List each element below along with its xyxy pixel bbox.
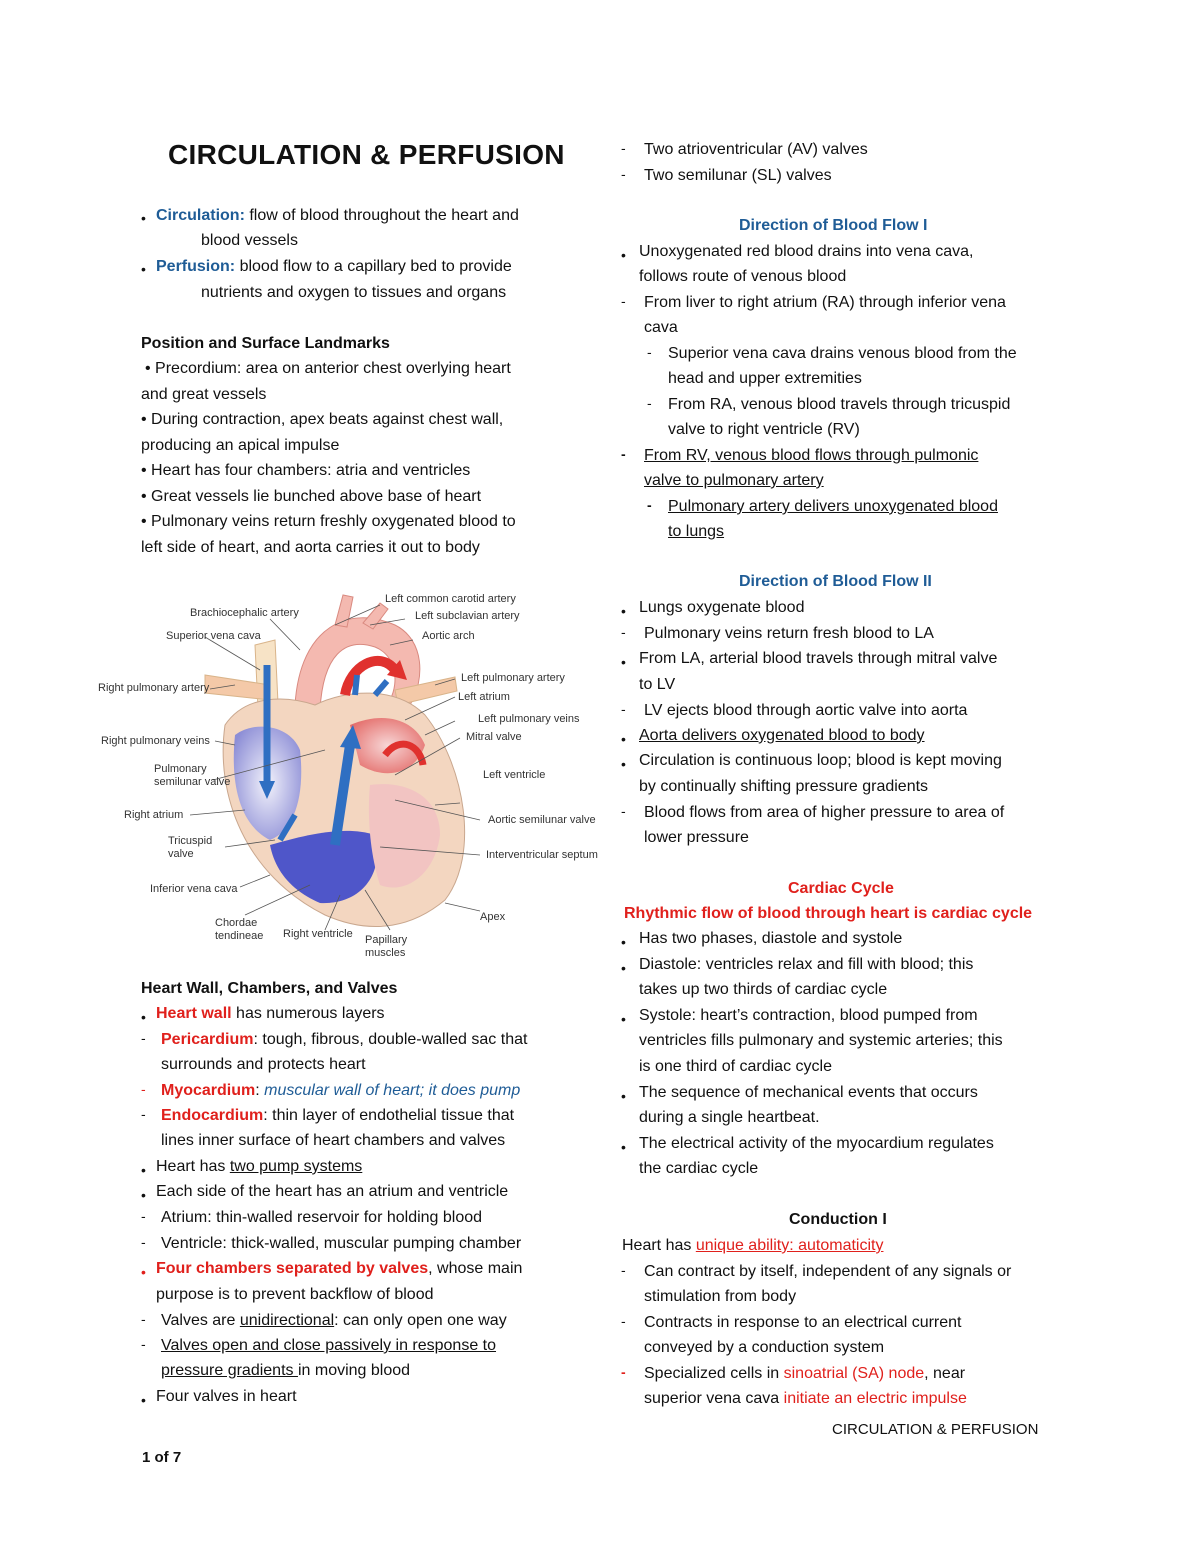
flow-one-line: valve to pulmonary artery: [644, 472, 824, 489]
cardiac-cycle-line: the cardiac cycle: [639, 1160, 759, 1177]
dash-icon: -: [621, 803, 626, 819]
conduction-line: Can contract by itself, independent of any signals or: [644, 1263, 1012, 1280]
dash-icon: -: [621, 624, 626, 640]
cardiac-cycle-line: ventricles fills pulmonary and systemic arteries; this: [639, 1032, 1003, 1049]
dash-icon: -: [141, 1106, 146, 1122]
position-line: and great vessels: [141, 386, 267, 403]
flow-two-line: lower pressure: [644, 829, 749, 846]
diagram-label: Left atrium: [458, 691, 510, 703]
perfusion-definition: Perfusion: blood flow to a capillary bed to provide: [156, 258, 512, 275]
bullet-icon: •: [621, 756, 626, 772]
flow-two-line: From LA, arterial blood travels through mitral valve: [639, 650, 998, 667]
diagram-label: Aortic semilunar valve: [488, 814, 596, 826]
bullet-icon: •: [141, 1392, 146, 1408]
bullet-icon: •: [621, 247, 626, 263]
flow-one-line: cava: [644, 319, 678, 336]
dash-icon: -: [621, 446, 626, 462]
blood-flow-arrow: [355, 675, 357, 695]
diagram-label: muscles: [365, 947, 406, 959]
bullet-icon: •: [141, 1009, 146, 1025]
flow-one-heading: Direction of Blood Flow I: [739, 217, 928, 234]
four-chambers-line: Four chambers separated by valves, whose main: [156, 1260, 523, 1277]
diagram-label: Right atrium: [124, 809, 184, 821]
flow-two-line: Blood flows from area of higher pressure to area of: [644, 804, 1005, 821]
heart-wall-heading: Heart Wall, Chambers, and Valves: [141, 980, 398, 997]
running-header: CIRCULATION & PERFUSION: [832, 1421, 1039, 1438]
flow-two-line: Pulmonary veins return fresh blood to LA: [644, 625, 934, 642]
dash-icon: -: [621, 701, 626, 717]
position-heading: Position and Surface Landmarks: [141, 335, 390, 352]
position-line: • During contraction, apex beats against chest wall,: [141, 411, 504, 428]
diagram-label: Right ventricle: [283, 928, 353, 940]
conduction-lead: Heart has unique ability: automaticity: [622, 1237, 884, 1254]
diagram-label: Papillary: [365, 934, 408, 946]
flow-two-heading: Direction of Blood Flow II: [739, 573, 932, 590]
flow-one-line: Superior vena cava drains venous blood from the: [668, 345, 1017, 362]
diagram-label: Right pulmonary veins: [101, 735, 210, 747]
diagram-label: Interventricular septum: [486, 849, 598, 861]
sl-valves-line: Two semilunar (SL) valves: [644, 167, 832, 184]
flow-two-line: to LV: [639, 676, 676, 693]
diagram-label: valve: [168, 848, 194, 860]
flow-one-line: From RV, venous blood flows through pulmonic: [644, 447, 979, 464]
bullet-icon: •: [621, 731, 626, 747]
diagram-label: Left common carotid artery: [385, 593, 516, 605]
flow-one-line: From liver to right atrium (RA) through inferior vena: [644, 294, 1006, 311]
side-line: Each side of the heart has an atrium and ventricle: [156, 1183, 509, 1200]
bullet-icon: •: [621, 960, 626, 976]
av-valves-line: Two atrioventricular (AV) valves: [644, 141, 868, 158]
cardiac-cycle-line: Diastole: ventricles relax and fill with blood; this: [639, 956, 974, 973]
conduction-line: conveyed by a conduction system: [644, 1339, 885, 1356]
bullet-icon: •: [621, 1139, 626, 1155]
cardiac-cycle-line: during a single heartbeat.: [639, 1109, 820, 1126]
position-line: producing an apical impulse: [141, 437, 340, 454]
diagram-label: Right pulmonary artery: [98, 682, 210, 694]
cardiac-cycle-line: The sequence of mechanical events that occurs: [639, 1084, 978, 1101]
cardiac-cycle-subheading: Rhythmic flow of blood through heart is cardiac cycle: [624, 905, 1033, 922]
passive-valves-line: Valves open and close passively in response to: [161, 1337, 497, 1354]
atrium-line: Atrium: thin-walled reservoir for holding blood: [161, 1209, 483, 1226]
diagram-label: Chordae: [215, 917, 258, 929]
circulation-definition: Circulation: flow of blood throughout the heart and: [156, 207, 519, 224]
diagram-label: Tricuspid: [168, 835, 213, 847]
diagram-label: Left ventricle: [483, 769, 546, 781]
conduction-line: Specialized cells in sinoatrial (SA) node, near: [644, 1365, 966, 1382]
dash-icon: -: [141, 1081, 146, 1097]
conduction-line: Contracts in response to an electrical current: [644, 1314, 962, 1331]
bullet-icon: •: [621, 934, 626, 950]
diagram-label: Aortic arch: [422, 630, 475, 642]
diagram-label: tendineae: [215, 930, 264, 942]
bullet-icon: •: [141, 210, 146, 226]
diagram-label: Inferior vena cava: [150, 883, 238, 895]
diagram-label: Brachiocephalic artery: [190, 607, 299, 619]
flow-one-line: Unoxygenated red blood drains into vena cava,: [639, 243, 974, 260]
conduction-line: stimulation from body: [644, 1288, 797, 1305]
bullet-icon: •: [141, 1187, 146, 1203]
passive-valves-line-cont: pressure gradients in moving blood: [161, 1362, 411, 1379]
heart-wall-line: Heart wall has numerous layers: [156, 1005, 385, 1022]
myocardium-line: Myocardium: muscular wall of heart; it does pump: [161, 1082, 521, 1099]
endocardium-line-cont: lines inner surface of heart chambers and valves: [161, 1132, 506, 1149]
flow-one-line: Pulmonary artery delivers unoxygenated blood: [668, 498, 998, 515]
diagram-label: semilunar valve: [154, 776, 231, 788]
flow-two-line: by continually shifting pressure gradients: [639, 778, 929, 795]
bullet-icon: •: [621, 603, 626, 619]
dash-icon: -: [621, 166, 626, 182]
position-line: left side of heart, and aorta carries it out to body: [141, 539, 480, 556]
ventricle-line: Ventricle: thick-walled, muscular pumping chamber: [161, 1235, 522, 1252]
dash-icon: -: [141, 1030, 146, 1046]
cardiac-cycle-line: The electrical activity of the myocardium regulates: [639, 1135, 994, 1152]
flow-one-line: valve to right ventricle (RV): [668, 421, 860, 438]
flow-one-line: follows route of venous blood: [639, 268, 847, 285]
page-number: 1 of 7: [142, 1449, 182, 1466]
cardiac-cycle-line: Has two phases, diastole and systole: [639, 930, 903, 947]
dash-icon: -: [647, 344, 652, 360]
position-line: • Heart has four chambers: atria and ventricles: [141, 462, 471, 479]
flow-one-line: head and upper extremities: [668, 370, 862, 387]
bullet-icon: •: [621, 1011, 626, 1027]
dash-icon: -: [647, 395, 652, 411]
perfusion-definition-cont: nutrients and oxygen to tissues and organs: [201, 284, 507, 301]
bullet-icon: •: [621, 1088, 626, 1104]
dash-icon: -: [621, 293, 626, 309]
conduction-line: superior vena cava initiate an electric impulse: [644, 1390, 967, 1407]
four-chambers-line-cont: purpose is to prevent backflow of blood: [156, 1286, 434, 1303]
flow-two-line: Aorta delivers oxygenated blood to body: [639, 727, 925, 744]
circulation-definition-cont: blood vessels: [201, 232, 298, 249]
conduction-heading: Conduction I: [789, 1211, 887, 1228]
position-line: • Precordium: area on anterior chest overlying heart: [145, 360, 511, 377]
diagram-label: Left subclavian artery: [415, 610, 520, 622]
dash-icon: -: [141, 1311, 146, 1327]
dash-icon: -: [141, 1336, 146, 1352]
bullet-icon: •: [621, 654, 626, 670]
flow-two-line: Circulation is continuous loop; blood is kept moving: [639, 752, 1002, 769]
cardiac-cycle-line: is one third of cardiac cycle: [639, 1058, 832, 1075]
flow-two-line: LV ejects blood through aortic valve into aorta: [644, 702, 968, 719]
unidirectional-line: Valves are unidirectional: can only open one way: [161, 1312, 507, 1329]
pericardium-line: Pericardium: tough, fibrous, double-walled sac that: [161, 1031, 528, 1048]
dash-icon: -: [647, 497, 652, 513]
dash-icon: -: [141, 1208, 146, 1224]
cardiac-cycle-line: Systole: heart’s contraction, blood pumped from: [639, 1007, 978, 1024]
blood-flow-arrow: [375, 681, 387, 695]
endocardium-line: Endocardium: thin layer of endothelial tissue that: [161, 1107, 515, 1124]
dash-icon: -: [621, 1364, 626, 1380]
flow-two-line: Lungs oxygenate blood: [639, 599, 805, 616]
diagram-label: Left pulmonary veins: [478, 713, 580, 725]
position-line: • Pulmonary veins return freshly oxygenated blood to: [141, 513, 516, 530]
bullet-icon: •: [141, 1162, 146, 1178]
dash-icon: -: [621, 1313, 626, 1329]
diagram-label: Left pulmonary artery: [461, 672, 565, 684]
diagram-label: Superior vena cava: [166, 630, 261, 642]
four-valves-line: Four valves in heart: [156, 1388, 297, 1405]
page-title: CIRCULATION & PERFUSION: [168, 139, 565, 170]
flow-one-line: From RA, venous blood travels through tricuspid: [668, 396, 1011, 413]
pump-systems-line: Heart has two pump systems: [156, 1158, 363, 1175]
diagram-label: Mitral valve: [466, 731, 522, 743]
cardiac-cycle-line: takes up two thirds of cardiac cycle: [639, 981, 888, 998]
bullet-icon: •: [141, 1264, 146, 1280]
dash-icon: -: [141, 1234, 146, 1250]
bullet-icon: •: [141, 261, 146, 277]
cardiac-cycle-heading: Cardiac Cycle: [788, 880, 894, 897]
diagram-label: Apex: [480, 911, 506, 923]
flow-one-line: to lungs: [668, 523, 725, 540]
diagram-label: Pulmonary: [154, 763, 207, 775]
position-line: • Great vessels lie bunched above base of heart: [141, 488, 482, 505]
dash-icon: -: [621, 140, 626, 156]
dash-icon: -: [621, 1262, 626, 1278]
pericardium-line-cont: surrounds and protects heart: [161, 1056, 366, 1073]
